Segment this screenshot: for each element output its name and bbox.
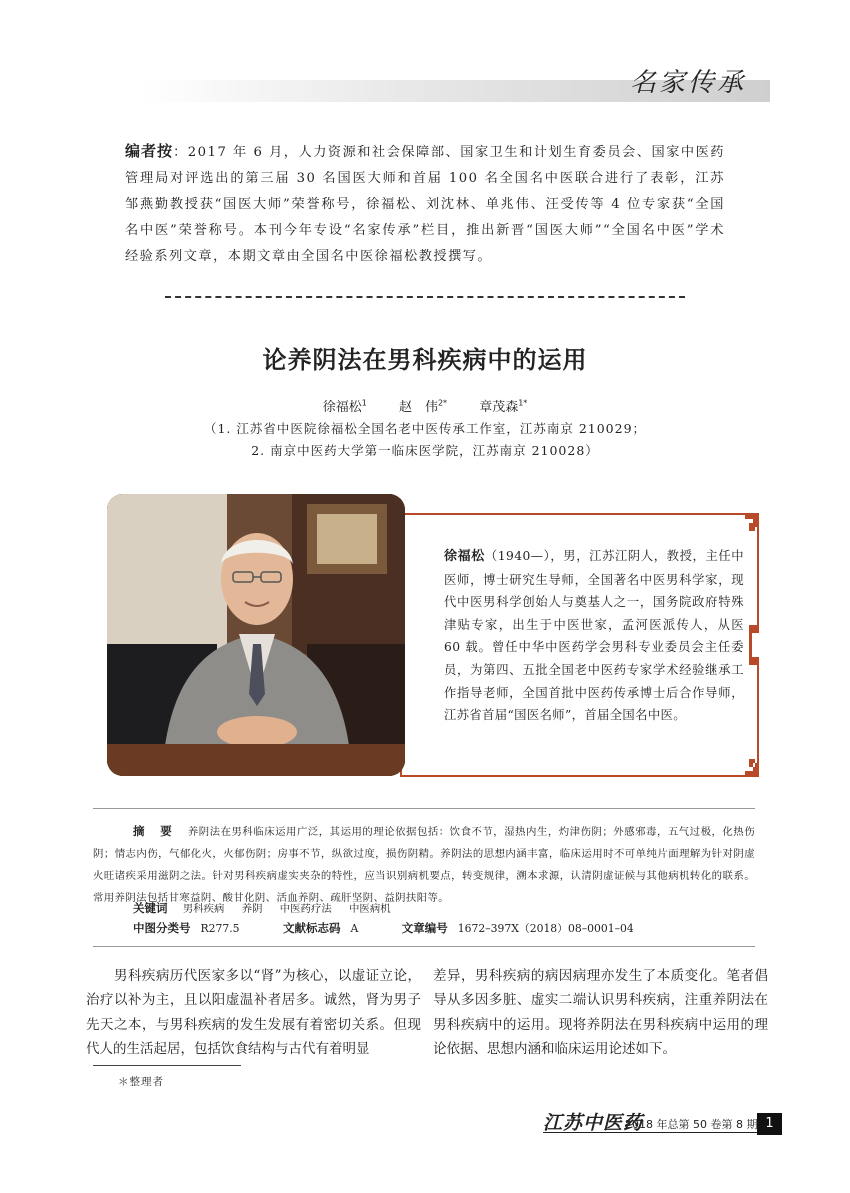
affiliation-2: 2. 南京中医药大学第一临床医学院，江苏南京 210028）	[251, 443, 599, 458]
keyword: 中医病机	[349, 903, 391, 915]
author-1: 徐福松$^1$	[322, 398, 367, 415]
journal-logo: 江苏中医药	[543, 1112, 644, 1134]
author-portrait	[107, 494, 405, 776]
author-3: 章茂森$^{1*}$	[479, 398, 528, 415]
abstract-label: 摘 要	[133, 824, 174, 838]
keyword: 养阴	[241, 903, 263, 915]
body-column-1: 男科疾病历代医家多以“肾”为核心，以虚证立论，治疗以补为主，且以阳虚温补者居多。诚然，肾为男子先天之本，与男科疾病的发生发展有着密切关系。但现代人的生活起居，包括饮食结构与古代有着明显	[86, 968, 421, 1058]
section-divider	[165, 296, 685, 298]
affiliations	[0, 418, 850, 462]
editor-note-lead: 编者按	[125, 142, 174, 160]
doc-code-label: 文献标志码	[282, 921, 341, 935]
author-2-sup: 2*	[437, 398, 448, 408]
author-3-sup: 1*	[518, 398, 528, 408]
body-column-2: 差异，男科疾病的病因病理亦发生了本质变化。笔者倡导从多因多脏、虚实二端认识男科疾病，注重养阴法在男科疾病中的运用。现将养阴法在男科疾病中运用的理论依据、思想内涵和临床运用论述如下。	[433, 968, 768, 1058]
keyword: 中医药疗法	[279, 903, 332, 915]
author-1-sup: 1	[361, 398, 367, 408]
keywords	[133, 900, 405, 916]
classification-line	[133, 920, 634, 936]
editor-note	[125, 138, 725, 270]
keywords-label: 关键词	[133, 901, 168, 915]
abstract-text: 养阴法在男科临床运用广泛，其运用的理论依据包括：饮食不节，湿热内生，灼津伤阴；外感邪毒，五气过极，化热伤阴；情志内伤，气郁化火，火郁伤阴；房事不节，纵欲过度，损伤阴精。养阴法的思想内涵丰富，临床运用时不可单纯片面理解为针对阴虚火旺诸疾采用滋阴之法。针对男科疾病虚实夹杂的特性，应当识别病机要点，转变规律，溯本求源，认清阴虚证候与其他病机转化的联系。常用养阴法包括甘寒益阴、酸甘化阴、活血养阴、疏肝坚阴、益阴扶阳等。	[93, 826, 756, 904]
article-number-label: 文章编号	[401, 921, 448, 935]
abstract	[93, 820, 755, 909]
footer-rule	[543, 1132, 765, 1133]
corner-ornament-icon	[737, 513, 759, 535]
footnote-rule	[93, 1065, 241, 1066]
bio-text: （1940—），男，江苏江阴人，教授，主任中医师，博士研究生导师，全国著名中医男科学家，现代中医男科学创始人与奠基人之一，国务院政府特殊津贴专家，出生于中医世家，孟河医派传人，从医 60 载。曾任中华中医药学会男科专业委员会主任委员，为第四、五批全国老中医药专家学术经验继承工作指导老师，全国首批中医药传承博士后合作导师，江苏省首届“国医名师”，首届全国名中医。	[444, 549, 744, 723]
article-title: 论养阴法在男科疾病中的运用	[262, 346, 588, 374]
journal-issue: 2018 年总第 50 卷第 8 期	[625, 1118, 758, 1131]
portrait-illustration	[107, 494, 405, 776]
footnote: ＊整理者	[118, 1076, 164, 1088]
editor-note-text: ：2017 年 6 月，人力资源和社会保障部、国家卫生和计划生育委员会、国家中医药管理局对评选出的第三届 30 名国医大师和首届 100 名全国名中医联合进行了表彰，江苏邹燕勤教授获“国医大师”荣誉称号，徐福松、刘沈林、单兆伟、汪受传等 4 位专家获“全国名中医”荣誉称号。本刊今年专设“名家传承”栏目，推出新晋“国医大师”“全国名中医”学术经验系列文章，本期文章由全国名中医徐福松教授撰写。	[125, 145, 725, 264]
corner-ornament-icon	[737, 755, 759, 777]
article-number-value: 1672–397X（2018）08–0001–04	[457, 922, 634, 935]
page-number: 1	[757, 1113, 782, 1135]
doc-code-value: A	[350, 922, 359, 935]
clc-label: 中图分类号	[133, 921, 191, 935]
author-2: 赵 伟$^{2*}$	[398, 398, 448, 415]
keyword: 男科疾病	[182, 903, 225, 915]
section-title: 名家传承	[630, 68, 747, 98]
author-bio	[444, 545, 744, 727]
author-list	[0, 396, 850, 415]
abstract-top-rule	[93, 808, 755, 809]
clc-value: R277.5	[200, 922, 240, 935]
bio-name: 徐福松	[444, 549, 485, 564]
side-ornament-icon	[749, 625, 759, 665]
affiliation-1: （1. 江苏省中医院徐福松全国名老中医传承工作室，江苏南京 210029；	[203, 421, 647, 436]
abstract-bottom-rule	[93, 946, 755, 947]
